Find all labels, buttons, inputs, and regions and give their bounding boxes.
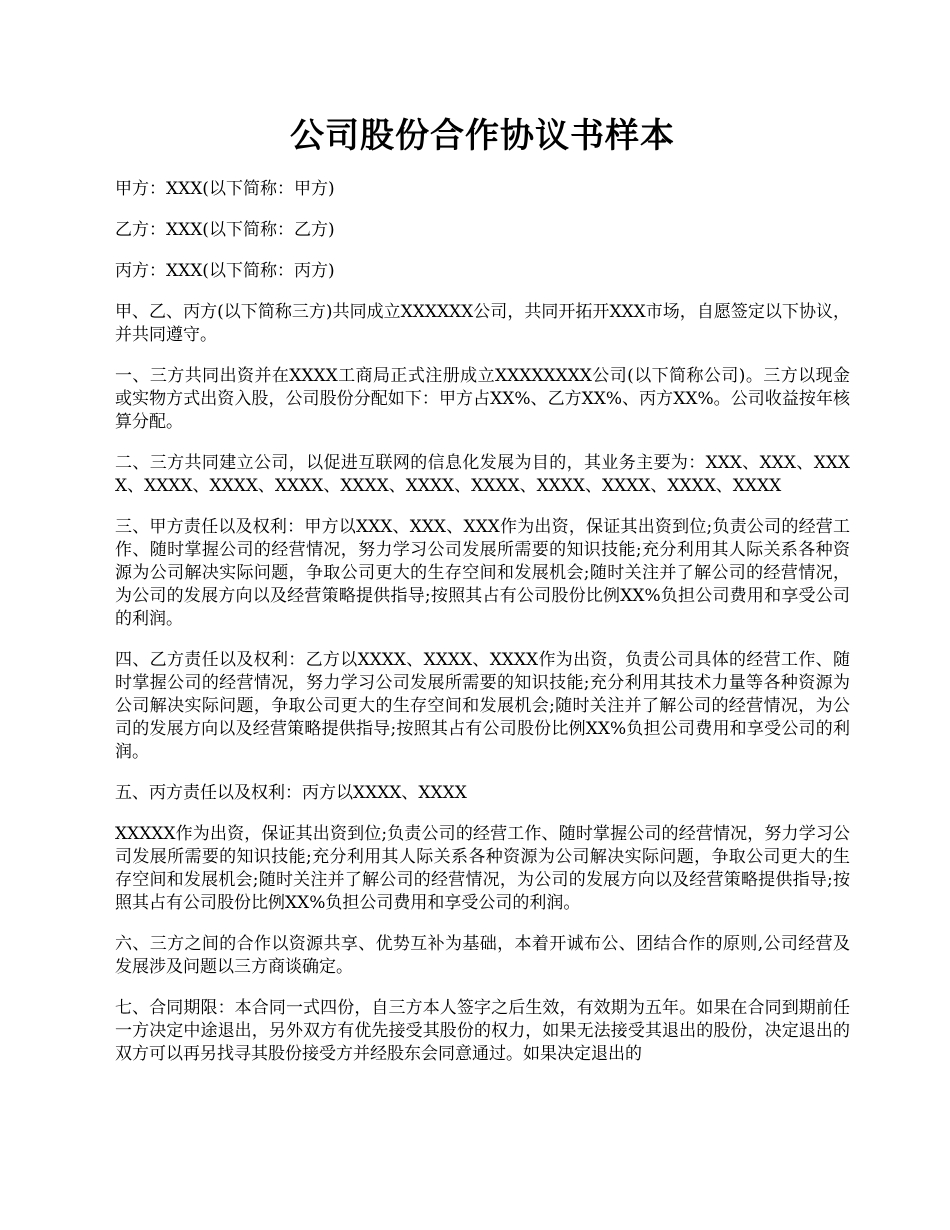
clause-4-paragraph: 四、乙方责任以及权利：乙方以XXXX、XXXX、XXXX作为出资，负责公司具体的经营工作、随时掌握公司的经营情况，努力学习公司发展所需要的知识技能;充分利用其技术力量等各种资源为公司解决实际问题，争取公司更大的生存空间和发展机会;随时关注并了解公司的经营情况，为公司的发展方向以及经营策略提供指导;按照其占有公司股份比例XX%负担公司费用和享受公司的利润。 bbox=[115, 650, 850, 762]
clause-3-paragraph: 三、甲方责任以及权利：甲方以XXX、XXX、XXX作为出资，保证其出资到位;负责公司的经营工作、随时掌握公司的经营情况，努力学习公司发展所需要的知识技能;充分利用其人际关系各种资源为公司解决实际问题，争取公司更大的生存空间和发展机会;随时关注并了解公司的经营情况，为公司的发展方向以及经营策略提供指导;按照其占有公司股份比例XX%负担公司费用和享受公司的利润。 bbox=[115, 517, 850, 629]
clause-7-paragraph: 七、合同期限：本合同一式四份，自三方本人签字之后生效，有效期为五年。如果在合同到期前任一方决定中途退出，另外双方有优先接受其股份的权力，如果无法接受其退出的股份，决定退出的双方可以再另找寻其股份接受方并经股东会同意通过。如果决定退出的 bbox=[115, 998, 850, 1064]
party-b-line: 乙方：XXX(以下简称：乙方) bbox=[115, 220, 335, 240]
party-a-line: 甲方：XXX(以下简称：甲方) bbox=[115, 179, 335, 199]
party-c-line: 丙方：XXX(以下简称：丙方) bbox=[115, 261, 335, 281]
clause-5-body-paragraph: XXXXX作为出资，保证其出资到位;负责公司的经营工作、随时掌握公司的经营情况，努力学习公司发展所需要的知识技能;充分利用其人际关系各种资源为公司解决实际问题，争取公司更大的生存空间和发展机会;随时关注并了解公司的经营情况，为公司的发展方向以及经营策略提供指导;按照其占有公司股份比例XX%负担公司费用和享受公司的利润。 bbox=[115, 824, 850, 913]
clause-6-paragraph: 六、三方之间的合作以资源共享、优势互补为基础，本着开诚布公、团结合作的原则,公司经营及发展涉及问题以三方商谈确定。 bbox=[115, 934, 850, 977]
clause-1-paragraph: 一、三方共同出资并在XXXX工商局正式注册成立XXXXXXXX公司(以下简称公司)。三方以现金或实物方式出资入股，公司股份分配如下：甲方占XX%、乙方XX%、丙方XX%。公司收益按年核算分配。 bbox=[115, 366, 850, 432]
document-page bbox=[115, 110, 850, 1084]
preamble-paragraph: 甲、乙、丙方(以下简称三方)共同成立XXXXXX公司，共同开拓开XXX市场，自愿签定以下协议，并共同遵守。 bbox=[115, 302, 850, 345]
clause-5-heading-paragraph: 五、丙方责任以及权利：丙方以XXXX、XXXX bbox=[115, 783, 467, 803]
clause-2-paragraph: 二、三方共同建立公司，以促进互联网的信息化发展为目的，其业务主要为：XXX、XXX、XXXX、XXXX、XXXX、XXXX、XXXX、XXXX、XXXX、XXXX、XXXX、XXXX、XXXX bbox=[115, 453, 850, 496]
document-title: 公司股份合作协议书样本 bbox=[290, 116, 675, 156]
